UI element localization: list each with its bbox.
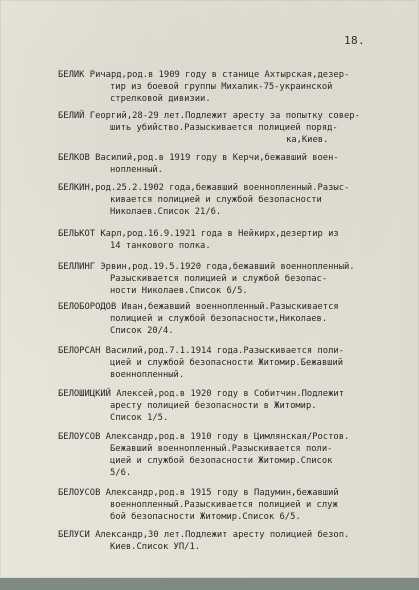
entry-line: БЕЛКОВ Василий,род.в 1919 году в Керчи,бежавший воен- [58, 153, 339, 163]
entry-line: БЕЛОУСОВ Александр,род.в 1915 году в Падумин,бежавший [58, 488, 339, 498]
entry-line: шить убийство.Разыскивается полицией поряд- [110, 123, 338, 133]
entry-line: Бежавший военнопленный.Разыскивается поли- [110, 444, 333, 454]
entry-line: Николаев.Список 21/6. [110, 207, 222, 217]
entry-line: Киев.Список УП/1. [110, 542, 201, 552]
entry-line: Список 20/4. [110, 326, 174, 336]
entry-line: ка,Киев. [286, 135, 329, 145]
entry-line: БЕЛИК Ричард,род.в 1909 году в станице Ахтырская,дезер- [58, 70, 350, 80]
entry-line: кивается полицией и службой безопасности [110, 195, 322, 205]
entry-line: стрелковой дивизии. [110, 94, 211, 104]
entry-line: аресту полицией безопасности в Житомир. [110, 401, 317, 411]
entry-line: военнопленный.Разыскивается полицией и служ [110, 500, 338, 510]
entry-line: БЕЛУСИ Александр,30 лет.Подлежит аресту полицией безоп. [58, 530, 350, 540]
list-item [0, 530, 419, 590]
entry-line: БЕЛОРСАН Василий,род.7.1.1914 года.Разыскивается поли- [58, 346, 344, 356]
entry-line: 5/6. [110, 468, 132, 478]
entry-line: БЕЛИЙ Георгий,28-29 лет.Подлежит аресту за попытку совер- [58, 111, 360, 121]
entry-line: БЕЛОБОРОДОВ Иван,бежавший военнопленный.Разыскивается [58, 302, 339, 312]
entry-line: цией и службой безопасности Житомир.Бежавший [110, 358, 344, 368]
entry-line: цией и службой безопасности Житомир.Список [110, 456, 333, 466]
entry-line: Разыскивается полицией и службой безопас- [110, 274, 328, 284]
entry-line: Список 1/5. [110, 413, 169, 423]
entry-line: БЕЛКИН,род.25.2.1902 года,бежавший военнопленный.Разыс- [58, 183, 350, 193]
entry-line: военнопленный. [110, 370, 185, 380]
entry-line: бой безопасности Житомир.Список 6/5. [110, 512, 301, 522]
entry-line: тир из боевой группы Михалик-75-украинской [110, 82, 333, 92]
entry-line: БЕЛОУСОВ Александр,род.в 1910 году в Цимлянская/Ростов. [58, 432, 350, 442]
entry-line: ности Николаев.Список 6/5. [110, 286, 248, 296]
entry-line: нопленный. [110, 165, 163, 175]
entry-line: полицией и службой безопасности,Николаев. [110, 314, 328, 324]
list-item [0, 432, 419, 492]
page-number: 18. [344, 34, 366, 47]
entry-line: БЕЛЛИНГ Эрвин,род.19.5.1920 года,бежавший военнопленный. [58, 262, 355, 272]
entry-line: БЕЛЬКОТ Карл,род.16.9.1921 года в Нейкирх,дезертир из [58, 229, 339, 239]
entry-line: 14 танкового полка. [110, 241, 211, 251]
entry-line: БЕЛОШИЦКИЙ Алексей,род.в 1920 году в Собитчин.Подлежит [58, 389, 344, 399]
